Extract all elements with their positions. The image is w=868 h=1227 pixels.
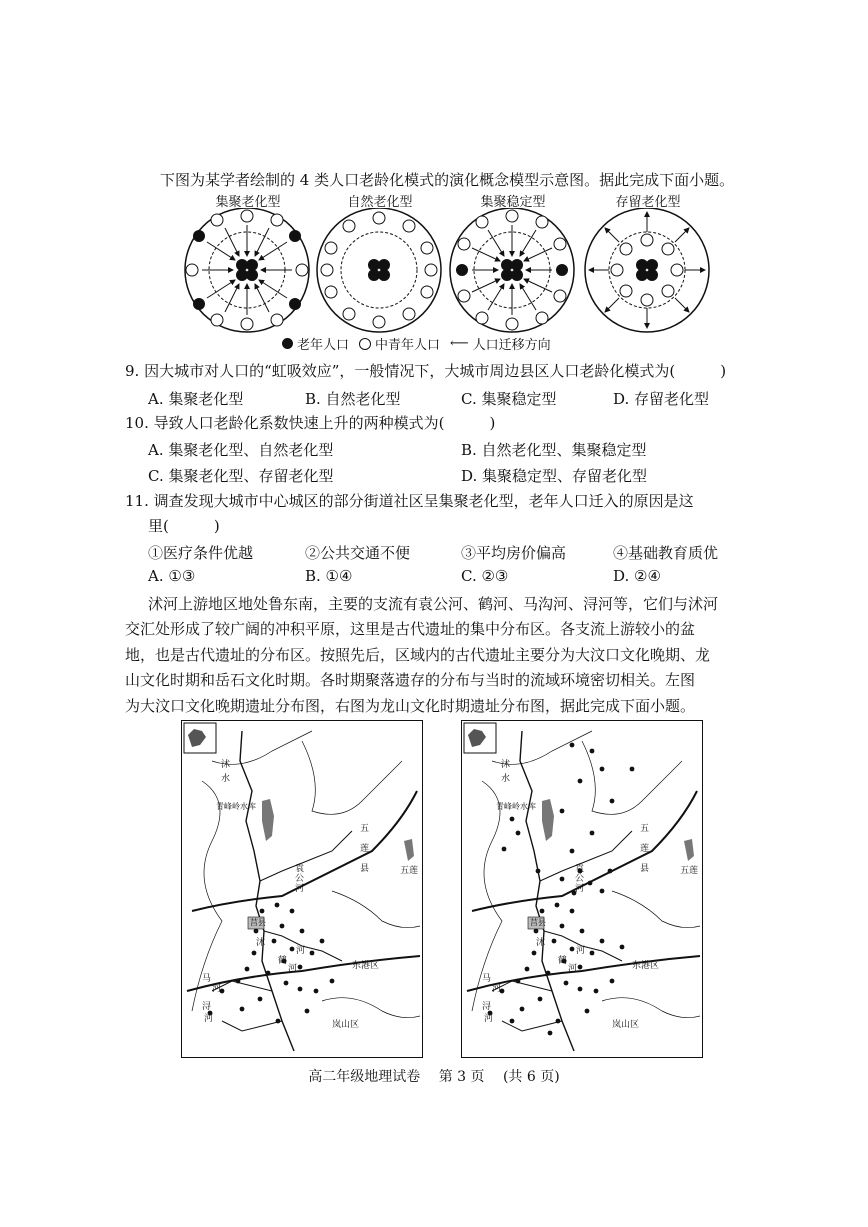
map-left-label-ma: 马 [202, 974, 212, 984]
map-right-label-dongjiang: 东港区 [632, 961, 660, 971]
map-left-label-shui: 水 [221, 774, 231, 784]
q9-option-b: B. 自然老化型 [305, 390, 401, 408]
yuangong-river [260, 831, 352, 881]
q10-option-d: D. 集聚稳定型、存留老化型 [461, 467, 648, 485]
map-right-label-yuan: 袁 [575, 864, 585, 874]
map-left-label-shu: 沭 [221, 760, 231, 770]
q10-option-b: B. 自然老化型、集聚稳定型 [461, 441, 647, 459]
diagram-natural-aging [317, 208, 441, 332]
map-left-label-lian: 莲 [360, 844, 370, 854]
map-right-label-ma: 马 [482, 974, 492, 984]
passage-line-3: 地，也是古代遗址的分布区。按照先后，区域内的古代遗址主要分为大汶口文化晚期、龙 [125, 646, 711, 664]
map-right-label-he2: 河 [568, 964, 578, 974]
shu-river [520, 731, 574, 1051]
map-dawenkou-late [181, 720, 423, 1058]
shu-river [240, 731, 294, 1051]
map-right-label-lanshan: 岚山区 [612, 1020, 640, 1030]
map-left-label-lanshan: 岚山区 [332, 1020, 360, 1030]
map-right-label-xian: 县 [640, 864, 650, 874]
arrow-left-icon: ⟵ [450, 336, 469, 351]
xun-river [222, 1021, 282, 1031]
map-right-label-gong: 公 [575, 874, 585, 884]
map-longshan [461, 720, 703, 1058]
aging-model-diagrams [170, 208, 730, 336]
model-title-2: 自然老化型 [347, 195, 413, 210]
q9-option-a: A. 集聚老化型 [148, 390, 244, 408]
q11-item-2: ②公共交通不便 [305, 544, 411, 562]
map-right-label-yuan-he: 河 [575, 884, 585, 894]
map-left-label-yuan: 袁 [295, 864, 305, 874]
sites-longshan [488, 743, 635, 1036]
q11-option-d: D. ②④ [613, 567, 661, 585]
map-left-label-wulian: 五莲 [400, 866, 419, 876]
map-right-label-he-mid: 河 [576, 946, 586, 956]
map-right-label-wulian: 五莲 [680, 866, 699, 876]
map-left-label-wu: 五 [360, 824, 370, 834]
q11-option-a: A. ①③ [148, 567, 196, 585]
q11-option-c: C. ②③ [461, 567, 509, 585]
q9-option-c: C. 集聚稳定型 [461, 390, 557, 408]
map-left-label-shu-lower: 沭 [256, 938, 266, 948]
map-left-label-yuan-he: 河 [295, 884, 305, 894]
q11-item-4: ④基础教育质优 [613, 544, 719, 562]
map-left-label-xun-he: 河 [204, 1014, 214, 1024]
map-right-label-shu-lower: 沭 [536, 938, 546, 948]
q11-item-3: ③平均房价偏高 [461, 544, 567, 562]
map-left-label-xun: 浔 [202, 1002, 212, 1012]
diagram-retained-aging [585, 208, 709, 332]
q11-item-1: ①医疗条件优越 [148, 544, 254, 562]
map-left-label-gong: 公 [295, 874, 305, 884]
model-title-3: 集聚稳定型 [480, 195, 546, 210]
legend-migration-label: 人口迁移方向 [472, 338, 551, 353]
q9-stem: 9. 因大城市对人口的“虹吸效应”，一般情况下，大城市周边县区人口老龄化模式为( ) [125, 362, 727, 380]
young-legend-icon [359, 338, 371, 350]
map-left-label-he2: 河 [288, 964, 298, 974]
map-right-label-shu: 沭 [501, 760, 511, 770]
q10-option-a: A. 集聚老化型、自然老化型 [148, 441, 334, 459]
map-right-label-xun-he: 河 [484, 1014, 494, 1024]
map-left-label-dongjiang: 东港区 [352, 961, 380, 971]
map-left-label-reservoir: 青峰岭水库 [216, 802, 256, 811]
elderly-legend-icon [282, 338, 293, 349]
diagram-clustered-stable [450, 208, 574, 332]
passage-line-2: 交汇处形成了较广阔的冲积平原，这里是古代遗址的集中分布区。各支流上游较小的盆 [125, 620, 696, 638]
model-title-4: 存留老化型 [615, 195, 681, 210]
map-right-label-ma-he: 河 [492, 984, 502, 994]
sites-dawenkou [208, 903, 335, 1024]
diagram-clustered-aging [185, 208, 309, 332]
map-left-label-juxian: 莒县 [250, 918, 266, 927]
reservoir-shape [262, 799, 274, 841]
passage-line-1: 沭河上游地区地处鲁东南，主要的支流有袁公河、鹤河、马沟河、浔河等，它们与沭河 [148, 595, 719, 613]
legend [282, 334, 551, 353]
passage-line-5: 为大汶口文化晚期遗址分布图，右图为龙山文化时期遗址分布图，据此完成下面小题。 [125, 697, 696, 715]
q11-stem-line1: 11. 调查发现大城市中心城区的部分街道社区呈集聚老化型，老年人口迁入的原因是这 [125, 492, 694, 510]
map-left-label-xian: 县 [360, 864, 370, 874]
map-right-label-reservoir: 青峰岭水库 [496, 802, 536, 811]
map-right-label-he1: 鹤 [558, 956, 568, 966]
map-left-label-ma-he: 河 [212, 984, 222, 994]
q9-option-d: D. 存留老化型 [613, 390, 710, 408]
legend-young-label: 中青年人口 [375, 338, 441, 353]
map-right-label-shui: 水 [501, 774, 511, 784]
passage-line-4: 山文化时期和岳石文化时期。各时期聚落遗存的分布与当时的流域环境密切相关。左图 [125, 671, 696, 689]
q10-stem: 10. 导致人口老龄化系数快速上升的两种模式为( ) [125, 414, 496, 432]
map-right-label-wu: 五 [640, 824, 650, 834]
page-footer: 高二年级地理试卷 第 3 页 (共 6 页) [308, 1069, 560, 1085]
map-right-label-xun: 浔 [482, 1002, 492, 1012]
map-left-label-he-mid: 河 [296, 946, 306, 956]
map-right-label-lian: 莲 [640, 844, 650, 854]
legend-elderly-label: 老年人口 [297, 338, 350, 353]
q10-option-c: C. 集聚老化型、存留老化型 [148, 467, 334, 485]
q11-stem-line2: 里( ) [148, 517, 220, 535]
q11-option-b: B. ①④ [305, 567, 353, 585]
map-left-label-he1: 鹤 [278, 956, 288, 966]
model-title-1: 集聚老化型 [215, 195, 281, 210]
map-right-label-juxian: 莒县 [530, 918, 546, 927]
intro-text: 下图为某学者绘制的 4 类人口老龄化模式的演化概念模型示意图。据此完成下面小题。 [160, 171, 735, 189]
